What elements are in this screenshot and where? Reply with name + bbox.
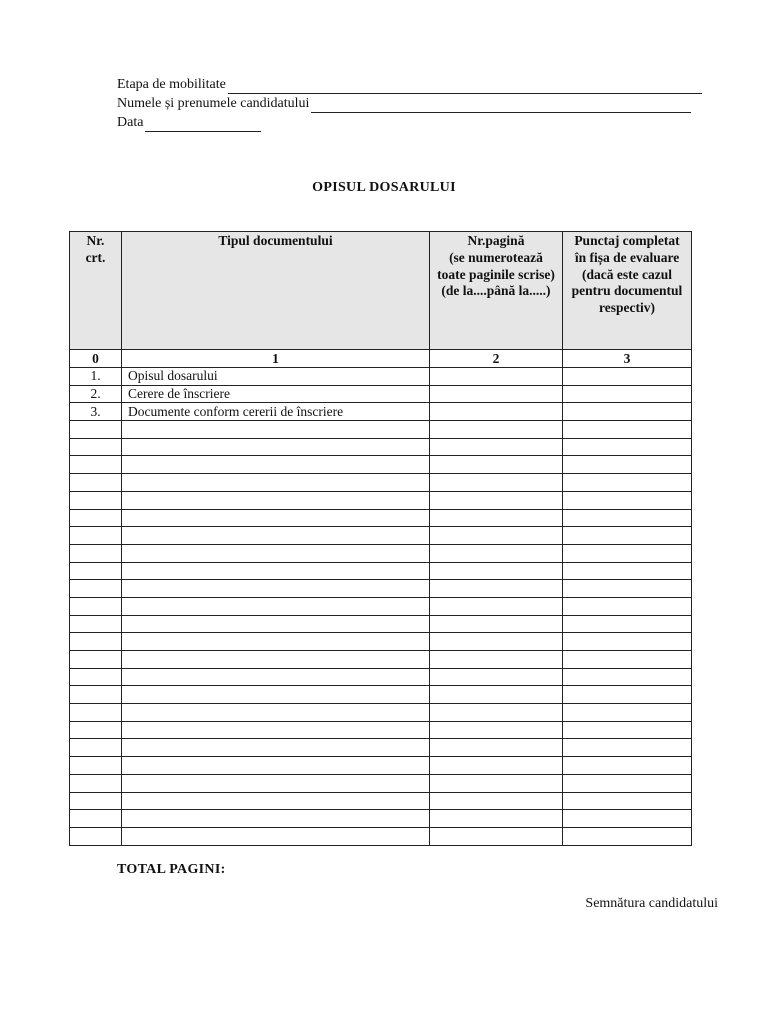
row-score-cell[interactable] <box>563 792 692 810</box>
row-score-cell[interactable] <box>563 562 692 580</box>
empty-table-row <box>70 474 692 492</box>
row-pages-cell[interactable] <box>430 385 563 403</box>
field-data-blank[interactable] <box>145 117 261 132</box>
row-score-cell[interactable] <box>563 686 692 704</box>
row-pages-cell[interactable] <box>430 421 563 439</box>
row-doc-cell: Cerere de înscriere <box>122 385 430 403</box>
header-nr-crt <box>70 232 122 350</box>
table-row <box>70 403 692 421</box>
row-nr-cell[interactable] <box>70 633 122 651</box>
row-doc-cell[interactable] <box>122 686 430 704</box>
column-index-cell: 1 <box>122 350 430 368</box>
row-score-cell[interactable] <box>563 757 692 775</box>
row-nr-cell[interactable] <box>70 491 122 509</box>
header-tipul-documentului <box>122 232 430 350</box>
row-nr-cell[interactable] <box>70 421 122 439</box>
candidate-fields <box>117 75 717 132</box>
row-pages-cell[interactable] <box>430 739 563 757</box>
empty-table-row <box>70 597 692 615</box>
row-score-cell[interactable] <box>563 633 692 651</box>
row-pages-cell[interactable] <box>430 456 563 474</box>
table-row <box>70 368 692 386</box>
row-score-cell[interactable] <box>563 739 692 757</box>
empty-table-row <box>70 562 692 580</box>
row-nr-cell[interactable] <box>70 721 122 739</box>
empty-table-row <box>70 757 692 775</box>
row-nr-cell[interactable] <box>70 597 122 615</box>
empty-table-row <box>70 739 692 757</box>
table-row <box>70 385 692 403</box>
row-score-cell[interactable] <box>563 668 692 686</box>
row-pages-cell[interactable] <box>430 704 563 722</box>
row-pages-cell[interactable] <box>430 562 563 580</box>
row-score-cell[interactable] <box>563 403 692 421</box>
field-etapa-blank[interactable] <box>228 79 702 94</box>
row-doc-cell[interactable] <box>122 597 430 615</box>
row-score-cell[interactable] <box>563 456 692 474</box>
row-doc-cell[interactable] <box>122 527 430 545</box>
document-title: OPISUL DOSARULUI <box>312 180 456 195</box>
row-nr-cell[interactable] <box>70 827 122 845</box>
header-nr-pagina-text: Nr.pagină (se numerotează toate paginile scrise) (de la....până la.....) <box>437 233 555 299</box>
field-etapa-label: Etapa de mobilitate <box>117 77 226 92</box>
row-pages-cell[interactable] <box>430 827 563 845</box>
row-pages-cell[interactable] <box>430 403 563 421</box>
empty-table-row <box>70 615 692 633</box>
row-pages-cell[interactable] <box>430 597 563 615</box>
row-pages-cell[interactable] <box>430 668 563 686</box>
row-pages-cell[interactable] <box>430 757 563 775</box>
row-nr-cell[interactable] <box>70 810 122 828</box>
row-pages-cell[interactable] <box>430 474 563 492</box>
row-pages-cell[interactable] <box>430 792 563 810</box>
row-score-cell[interactable] <box>563 491 692 509</box>
row-nr-cell: 1. <box>70 368 122 386</box>
row-doc-cell[interactable] <box>122 651 430 669</box>
row-doc-cell[interactable] <box>122 774 430 792</box>
row-score-cell[interactable] <box>563 421 692 439</box>
row-score-cell[interactable] <box>563 827 692 845</box>
header-tipul-text: Tipul documentului <box>218 233 333 248</box>
row-doc-cell[interactable] <box>122 827 430 845</box>
empty-table-row <box>70 704 692 722</box>
row-nr-cell[interactable] <box>70 651 122 669</box>
row-score-cell[interactable] <box>563 474 692 492</box>
row-nr-cell[interactable] <box>70 544 122 562</box>
row-nr-cell[interactable] <box>70 668 122 686</box>
row-score-cell[interactable] <box>563 580 692 598</box>
column-index-cell: 0 <box>70 350 122 368</box>
row-doc-cell[interactable] <box>122 739 430 757</box>
row-pages-cell[interactable] <box>430 438 563 456</box>
empty-table-row <box>70 527 692 545</box>
row-doc-cell[interactable] <box>122 810 430 828</box>
row-doc-cell[interactable] <box>122 668 430 686</box>
row-nr-cell: 3. <box>70 403 122 421</box>
empty-table-row <box>70 491 692 509</box>
row-nr-cell[interactable] <box>70 456 122 474</box>
row-score-cell[interactable] <box>563 368 692 386</box>
row-doc-cell[interactable] <box>122 792 430 810</box>
row-nr-cell[interactable] <box>70 686 122 704</box>
row-nr-cell[interactable] <box>70 774 122 792</box>
header-punctaj-text: Punctaj completat în fișa de evaluare (dacă este cazul pentru documentul respectiv) <box>571 233 683 316</box>
row-nr-cell[interactable] <box>70 438 122 456</box>
empty-table-row <box>70 721 692 739</box>
empty-table-row <box>70 668 692 686</box>
empty-table-row <box>70 651 692 669</box>
row-doc-cell[interactable] <box>122 509 430 527</box>
column-index-cell: 3 <box>563 350 692 368</box>
row-doc-cell[interactable] <box>122 704 430 722</box>
row-doc-cell: Opisul dosarului <box>122 368 430 386</box>
row-nr-cell[interactable] <box>70 580 122 598</box>
row-score-cell[interactable] <box>563 544 692 562</box>
field-nume <box>117 94 717 113</box>
row-pages-cell[interactable] <box>430 509 563 527</box>
opis-table <box>69 231 692 846</box>
row-pages-cell[interactable] <box>430 544 563 562</box>
row-doc-cell: Documente conform cererii de înscriere <box>122 403 430 421</box>
row-pages-cell[interactable] <box>430 774 563 792</box>
row-nr-cell[interactable] <box>70 527 122 545</box>
row-pages-cell[interactable] <box>430 810 563 828</box>
row-pages-cell[interactable] <box>430 368 563 386</box>
row-doc-cell[interactable] <box>122 456 430 474</box>
field-nume-label: Numele și prenumele candidatului <box>117 96 310 111</box>
empty-table-row <box>70 810 692 828</box>
row-nr-cell[interactable] <box>70 509 122 527</box>
field-etapa <box>117 75 717 94</box>
row-pages-cell[interactable] <box>430 615 563 633</box>
row-score-cell[interactable] <box>563 597 692 615</box>
row-score-cell[interactable] <box>563 385 692 403</box>
row-doc-cell[interactable] <box>122 757 430 775</box>
empty-table-row <box>70 827 692 845</box>
row-doc-cell[interactable] <box>122 421 430 439</box>
row-pages-cell[interactable] <box>430 580 563 598</box>
row-score-cell[interactable] <box>563 774 692 792</box>
row-doc-cell[interactable] <box>122 615 430 633</box>
field-data <box>117 113 717 132</box>
row-nr-cell: 2. <box>70 385 122 403</box>
empty-table-row <box>70 686 692 704</box>
row-score-cell[interactable] <box>563 438 692 456</box>
empty-table-row <box>70 438 692 456</box>
row-nr-cell[interactable] <box>70 615 122 633</box>
column-index-cell: 2 <box>430 350 563 368</box>
row-pages-cell[interactable] <box>430 651 563 669</box>
row-nr-cell[interactable] <box>70 704 122 722</box>
row-score-cell[interactable] <box>563 721 692 739</box>
row-score-cell[interactable] <box>563 651 692 669</box>
row-score-cell[interactable] <box>563 615 692 633</box>
row-score-cell[interactable] <box>563 509 692 527</box>
table-header-row <box>70 232 692 350</box>
row-nr-cell[interactable] <box>70 739 122 757</box>
row-nr-cell[interactable] <box>70 562 122 580</box>
empty-table-row <box>70 509 692 527</box>
row-doc-cell[interactable] <box>122 438 430 456</box>
row-pages-cell[interactable] <box>430 633 563 651</box>
row-doc-cell[interactable] <box>122 633 430 651</box>
row-doc-cell[interactable] <box>122 580 430 598</box>
header-nr-pagina <box>430 232 563 350</box>
row-doc-cell[interactable] <box>122 474 430 492</box>
row-pages-cell[interactable] <box>430 527 563 545</box>
signature-label: Semnătura candidatului <box>585 896 718 911</box>
empty-table-row <box>70 544 692 562</box>
row-nr-cell[interactable] <box>70 792 122 810</box>
row-nr-cell[interactable] <box>70 757 122 775</box>
row-doc-cell[interactable] <box>122 544 430 562</box>
row-doc-cell[interactable] <box>122 562 430 580</box>
row-doc-cell[interactable] <box>122 491 430 509</box>
row-score-cell[interactable] <box>563 810 692 828</box>
empty-table-row <box>70 633 692 651</box>
total-pagini-label: TOTAL PAGINI: <box>117 862 226 877</box>
empty-table-row <box>70 774 692 792</box>
header-nr-crt-text: Nr. crt. <box>85 233 106 265</box>
row-nr-cell[interactable] <box>70 474 122 492</box>
empty-table-row <box>70 580 692 598</box>
field-data-label: Data <box>117 115 144 130</box>
column-index-row <box>70 350 692 368</box>
row-score-cell[interactable] <box>563 704 692 722</box>
row-score-cell[interactable] <box>563 527 692 545</box>
header-punctaj <box>563 232 692 350</box>
row-pages-cell[interactable] <box>430 686 563 704</box>
empty-table-row <box>70 421 692 439</box>
empty-table-row <box>70 456 692 474</box>
row-pages-cell[interactable] <box>430 491 563 509</box>
empty-table-row <box>70 792 692 810</box>
row-pages-cell[interactable] <box>430 721 563 739</box>
field-nume-blank[interactable] <box>311 98 691 113</box>
row-doc-cell[interactable] <box>122 721 430 739</box>
